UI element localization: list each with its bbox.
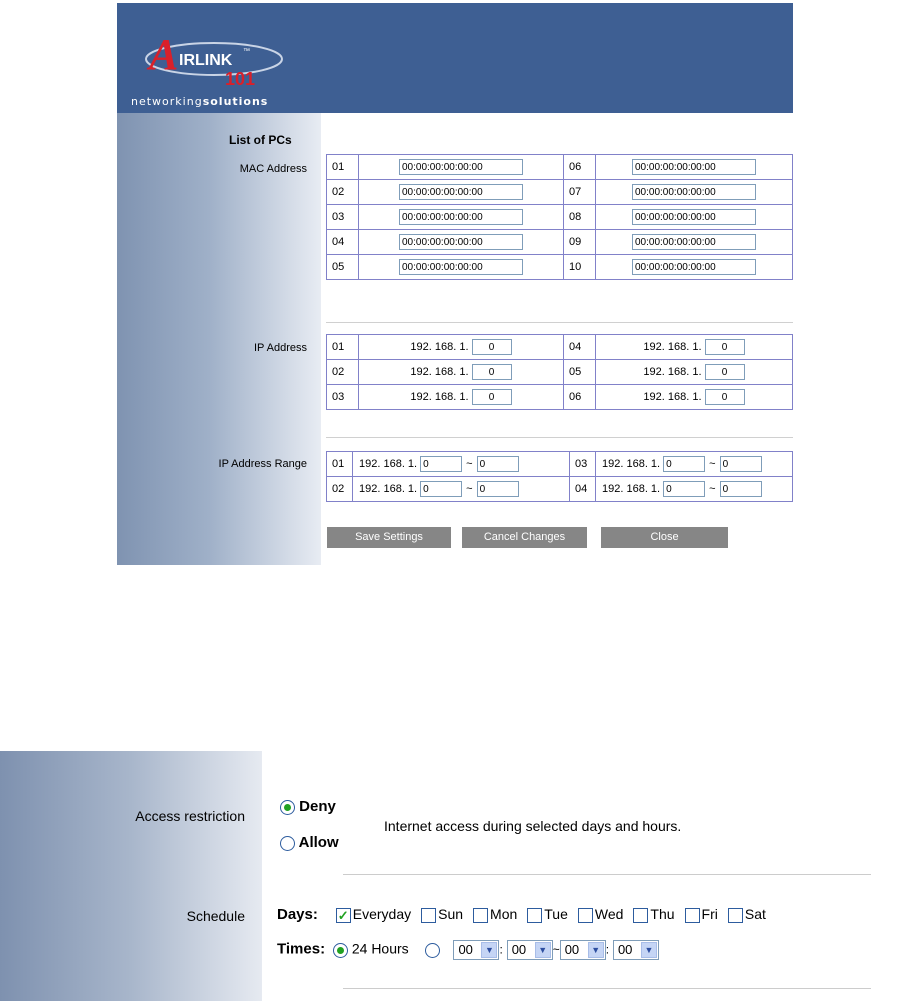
range-dash: ~: [466, 457, 473, 470]
ip-prefix: 192. 168. 1.: [359, 457, 418, 470]
day-option-everyday[interactable]: [336, 906, 411, 922]
deny-option[interactable]: [280, 798, 336, 815]
mac-cell: [596, 205, 793, 230]
ip-octet-input[interactable]: 0: [705, 339, 745, 355]
table-row: [327, 452, 793, 477]
allow-label: Allow: [298, 834, 339, 851]
ip-range-table: [326, 451, 793, 502]
ip-prefix: 192. 168. 1.: [602, 482, 661, 495]
mac-cell: [359, 205, 564, 230]
row-number: 08: [564, 205, 596, 230]
ip-range-cell: [596, 452, 793, 477]
day-label: Sun: [438, 906, 464, 922]
chevron-down-icon: ▼: [481, 942, 497, 958]
range-start-input[interactable]: 0: [420, 481, 462, 497]
row-number: 07: [564, 180, 596, 205]
start-hour-select[interactable]: 00 ▼: [453, 940, 499, 960]
chevron-down-icon: ▼: [588, 942, 604, 958]
table-row: [327, 255, 793, 280]
range-dash: ~: [709, 482, 716, 495]
range-start-input[interactable]: 0: [663, 481, 705, 497]
mac-cell: [596, 230, 793, 255]
ip-cell: [596, 385, 793, 410]
allow-option[interactable]: [280, 834, 339, 851]
range-end-input[interactable]: 0: [477, 456, 519, 472]
ip-octet-input[interactable]: 0: [472, 364, 512, 380]
row-number: 01: [327, 452, 353, 477]
row-number: 09: [564, 230, 596, 255]
ip-prefix: 192. 168. 1.: [643, 340, 702, 353]
mac-cell: [359, 155, 564, 180]
deny-radio[interactable]: [280, 800, 295, 815]
times-label: Times:: [277, 940, 326, 958]
table-row: [327, 335, 793, 360]
range-end-input[interactable]: 0: [477, 481, 519, 497]
ip-prefix: 192. 168. 1.: [643, 390, 702, 403]
close-button[interactable]: Close: [601, 527, 728, 548]
table-row: [327, 385, 793, 410]
end-hour-select[interactable]: 00 ▼: [560, 940, 606, 960]
day-checkbox[interactable]: ✓: [336, 908, 351, 923]
day-label: Thu: [650, 906, 675, 922]
ip-cell: [359, 385, 564, 410]
ip-cell: [596, 335, 793, 360]
row-number: 03: [570, 452, 596, 477]
tilde-separator: ~: [552, 942, 560, 957]
mac-address-table: [326, 154, 793, 280]
day-option-fri[interactable]: [685, 906, 718, 922]
day-checkbox[interactable]: [685, 908, 700, 923]
row-number: 05: [327, 255, 359, 280]
table-row: [327, 180, 793, 205]
day-checkbox[interactable]: [473, 908, 488, 923]
day-option-wed[interactable]: [578, 906, 624, 922]
row-number: 03: [327, 205, 359, 230]
range-end-input[interactable]: 0: [720, 456, 762, 472]
custom-time-radio[interactable]: [425, 943, 440, 958]
day-checkbox[interactable]: [578, 908, 593, 923]
save-settings-button[interactable]: Save Settings: [327, 527, 451, 548]
mac-address-input[interactable]: 00:00:00:00:00:00: [632, 259, 756, 275]
day-option-sat[interactable]: [728, 906, 766, 922]
row-number: 01: [327, 155, 359, 180]
mac-address-input[interactable]: 00:00:00:00:00:00: [632, 234, 756, 250]
24-hours-label: 24 Hours: [351, 940, 409, 957]
ip-range-label: IP Address Range: [218, 458, 307, 470]
access-description: Internet access during selected days and hours.: [384, 818, 682, 834]
ip-cell: [359, 335, 564, 360]
svg-text:101: 101: [225, 69, 256, 89]
ip-prefix: 192. 168. 1.: [359, 482, 418, 495]
ip-prefix: 192. 168. 1.: [410, 365, 469, 378]
ip-octet-input[interactable]: 0: [472, 339, 512, 355]
mac-address-input[interactable]: 00:00:00:00:00:00: [399, 209, 523, 225]
table-row: [327, 360, 793, 385]
row-number: 02: [327, 477, 353, 502]
ip-cell: [596, 360, 793, 385]
svg-text:™: ™: [243, 48, 250, 55]
times-row: [277, 940, 659, 960]
tagline: networkingsolutions: [131, 95, 269, 108]
mac-address-label: MAC Address: [239, 163, 307, 175]
ip-prefix: 192. 168. 1.: [410, 340, 469, 353]
start-minute-select[interactable]: 00 ▼: [507, 940, 553, 960]
table-row: [327, 477, 793, 502]
day-option-sun[interactable]: [421, 906, 463, 922]
day-label: Wed: [594, 906, 624, 922]
mac-address-input[interactable]: 00:00:00:00:00:00: [399, 259, 523, 275]
mac-address-input[interactable]: 00:00:00:00:00:00: [399, 184, 523, 200]
divider: [343, 988, 871, 989]
ip-prefix: 192. 168. 1.: [410, 390, 469, 403]
table-row: [327, 230, 793, 255]
range-dash: ~: [709, 457, 716, 470]
table-row: [327, 205, 793, 230]
ip-octet-input[interactable]: 0: [705, 364, 745, 380]
day-option-tue[interactable]: [527, 906, 568, 922]
days-row: [277, 906, 766, 923]
divider: [343, 874, 871, 875]
row-number: 06: [564, 385, 596, 410]
schedule-label: Schedule: [186, 908, 245, 924]
ip-cell: [359, 360, 564, 385]
mac-cell: [596, 155, 793, 180]
day-checkbox[interactable]: [728, 908, 743, 923]
airlink-logo: [139, 23, 289, 93]
chevron-down-icon: ▼: [535, 942, 551, 958]
row-number: 05: [564, 360, 596, 385]
colon-separator: :: [499, 942, 503, 957]
ip-address-label: IP Address: [254, 342, 307, 354]
end-minute-select[interactable]: 00 ▼: [613, 940, 659, 960]
day-label: Sat: [744, 906, 766, 922]
day-option-mon[interactable]: [473, 906, 517, 922]
row-number: 04: [564, 335, 596, 360]
cancel-changes-button[interactable]: Cancel Changes: [462, 527, 587, 548]
ip-octet-input[interactable]: 0: [705, 389, 745, 405]
row-number: 03: [327, 385, 359, 410]
mac-address-input[interactable]: 00:00:00:00:00:00: [632, 209, 756, 225]
ip-prefix: 192. 168. 1.: [602, 457, 661, 470]
side-panel: [0, 751, 262, 1001]
24-hours-radio[interactable]: [333, 943, 348, 958]
range-end-input[interactable]: 0: [720, 481, 762, 497]
mac-cell: [596, 255, 793, 280]
access-schedule-panel: [0, 751, 911, 1001]
table-row: [327, 155, 793, 180]
row-number: 10: [564, 255, 596, 280]
deny-label: Deny: [299, 798, 336, 815]
days-label: Days:: [277, 906, 318, 923]
access-restriction-label: Access restriction: [135, 808, 245, 824]
mac-address-input[interactable]: 00:00:00:00:00:00: [632, 184, 756, 200]
colon-separator: :: [605, 942, 610, 957]
chevron-down-icon: ▼: [641, 942, 657, 958]
day-option-thu[interactable]: [633, 906, 674, 922]
row-number: 01: [327, 335, 359, 360]
day-label: Tue: [544, 906, 568, 922]
mac-cell: [596, 180, 793, 205]
day-checkbox[interactable]: [633, 908, 648, 923]
ip-range-cell: [596, 477, 793, 502]
row-number: 04: [327, 230, 359, 255]
mac-address-input[interactable]: 00:00:00:00:00:00: [399, 159, 523, 175]
mac-cell: [359, 255, 564, 280]
range-dash: ~: [466, 482, 473, 495]
row-number: 02: [327, 180, 359, 205]
ip-octet-input[interactable]: 0: [472, 389, 512, 405]
mac-address-input[interactable]: 00:00:00:00:00:00: [632, 159, 756, 175]
divider: [326, 322, 793, 323]
day-label: Mon: [490, 906, 518, 922]
list-title: List of PCs: [229, 133, 292, 147]
allow-radio[interactable]: [280, 836, 295, 851]
row-number: 02: [327, 360, 359, 385]
mac-address-input[interactable]: 00:00:00:00:00:00: [399, 234, 523, 250]
day-checkbox[interactable]: [421, 908, 436, 923]
svg-text:IRLINK: IRLINK: [179, 52, 233, 69]
header-bar: [117, 3, 793, 113]
svg-text:A: A: [149, 30, 179, 79]
day-checkbox[interactable]: [527, 908, 542, 923]
row-number: 04: [570, 477, 596, 502]
mac-cell: [359, 230, 564, 255]
divider: [326, 437, 793, 438]
range-start-input[interactable]: 0: [420, 456, 462, 472]
mac-cell: [359, 180, 564, 205]
side-panel: [117, 113, 321, 565]
ip-address-table: [326, 334, 793, 410]
ip-range-cell: [353, 452, 570, 477]
range-start-input[interactable]: 0: [663, 456, 705, 472]
row-number: 06: [564, 155, 596, 180]
ip-range-cell: [353, 477, 570, 502]
router-settings-panel: [117, 3, 793, 565]
ip-prefix: 192. 168. 1.: [643, 365, 702, 378]
day-label: Fri: [701, 906, 718, 922]
day-label: Everyday: [352, 906, 412, 922]
